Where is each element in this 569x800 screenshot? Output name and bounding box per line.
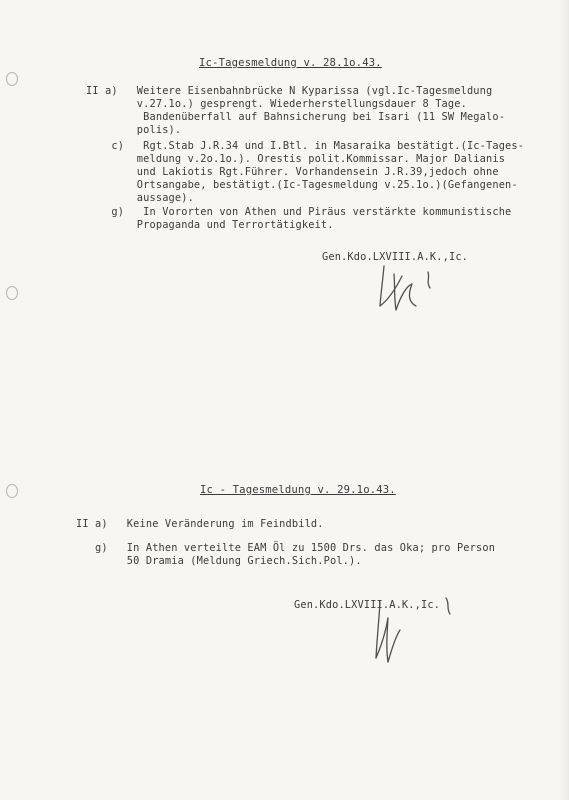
punch-hole bbox=[6, 286, 18, 300]
report1-line: g) In Vororten von Athen und Piräus verstärkte kommunistische bbox=[86, 206, 512, 218]
report2-signature-line: Gen.Kdo.LXVIII.A.K.,Ic. bbox=[294, 599, 441, 611]
handwritten-signature bbox=[362, 592, 452, 672]
report1-title: Ic-Tagesmeldung v. 28.1o.43. bbox=[199, 57, 382, 69]
report1-line: v.27.1o.) gesprengt. Wiederherstellungsdauer 8 Tage. bbox=[86, 98, 467, 110]
report1-line: Propaganda und Terrortätigkeit. bbox=[86, 219, 334, 231]
report1-line: polis). bbox=[86, 124, 182, 136]
punch-hole bbox=[6, 484, 18, 498]
report1-signature-line: Gen.Kdo.LXVIII.A.K.,Ic. bbox=[322, 251, 469, 263]
report1-line: meldung v.2o.1o.). Orestis polit.Kommissar. Major Dalianis bbox=[86, 153, 506, 165]
punch-hole bbox=[6, 72, 18, 86]
report2-line: 50 Dramia (Meldung Griech.Sich.Pol.). bbox=[76, 555, 362, 567]
report1-line: c) Rgt.Stab J.R.34 und I.Btl. in Masaraika bestätigt.(Ic-Tages- bbox=[86, 140, 525, 152]
report1-line: aussage). bbox=[86, 192, 194, 204]
report2-line: II a) Keine Veränderung im Feindbild. bbox=[76, 518, 324, 530]
report1-line: II a) Weitere Eisenbahnbrücke N Kyparissa (vgl.Ic-Tagesmeldung bbox=[86, 85, 493, 97]
page-edge-shadow bbox=[559, 0, 569, 800]
report1-line: und Lakiotis Rgt.Führer. Vorhandensein J.R.39,jedoch ohne bbox=[86, 166, 499, 178]
report1-line: Ortsangabe, bestätigt.(Ic-Tagesmeldung v.25.1o.)(Gefangenen- bbox=[86, 179, 518, 191]
report1-line: Bandenüberfall auf Bahnsicherung bei Isari (11 SW Megalo- bbox=[86, 111, 506, 123]
report2-line: g) In Athen verteilte EAM Öl zu 1500 Drs. das Oka; pro Person bbox=[76, 542, 496, 554]
handwritten-signature bbox=[372, 260, 442, 316]
report2-title: Ic - Tagesmeldung v. 29.1o.43. bbox=[200, 484, 396, 496]
